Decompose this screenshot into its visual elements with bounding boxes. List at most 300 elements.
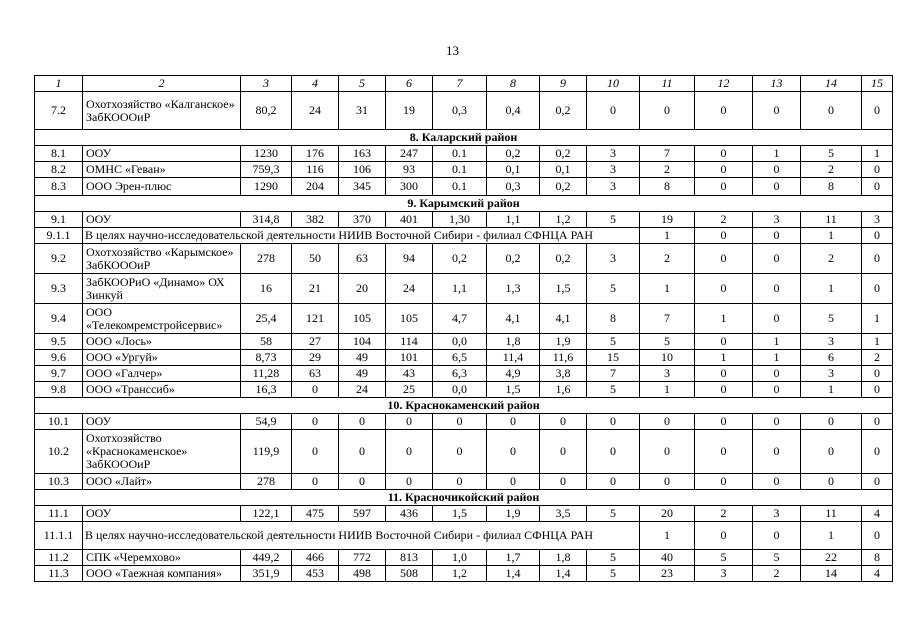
table-cell: 5 [801, 146, 862, 162]
table-cell: 0 [695, 244, 753, 274]
organization-name: ООУ [83, 414, 241, 430]
table-row [35, 304, 893, 334]
table-cell: 0 [862, 228, 893, 244]
table-cell: 1,3 [487, 274, 540, 304]
table-cell: 11,28 [241, 366, 292, 382]
table-cell: 0,1 [540, 162, 587, 178]
table-cell: 3 [695, 566, 753, 582]
table-cell: 0 [487, 414, 540, 430]
table-cell: 3,8 [540, 366, 587, 382]
table-cell: 20 [640, 506, 695, 522]
table-cell: 105 [386, 304, 433, 334]
table-cell: 5 [587, 382, 640, 398]
table-cell: 1290 [241, 178, 292, 196]
section-title: 11. Красночикойский район [35, 490, 893, 506]
section-header-row [35, 130, 893, 146]
table-cell: 11,6 [540, 350, 587, 366]
table-cell: 0,2 [540, 146, 587, 162]
table-cell: 1 [862, 304, 893, 334]
table-cell: 0,2 [540, 244, 587, 274]
organization-name: ООО «Галчер» [83, 366, 241, 382]
table-cell: 58 [241, 334, 292, 350]
row-number: 8.2 [35, 162, 83, 178]
table-cell: 0.1 [433, 178, 487, 196]
table-cell: 20 [339, 274, 386, 304]
table-cell: 0 [801, 92, 862, 130]
organization-name: ООО «Лось» [83, 334, 241, 350]
table-cell: 0 [386, 474, 433, 490]
table-cell: 105 [339, 304, 386, 334]
row-number: 10.1 [35, 414, 83, 430]
table-cell: 772 [339, 550, 386, 566]
table-cell: 453 [292, 566, 339, 582]
table-cell: 1,4 [487, 566, 540, 582]
organization-name: ОМНС «Геван» [83, 162, 241, 178]
table-cell: 1,1 [487, 212, 540, 228]
organization-name: СПК «Черемхово» [83, 550, 241, 566]
table-cell: 0 [753, 382, 801, 398]
table-cell: 0 [753, 430, 801, 474]
row-number: 8.1 [35, 146, 83, 162]
row-number: 10.3 [35, 474, 83, 490]
table-cell: 6,3 [433, 366, 487, 382]
table-cell: 813 [386, 550, 433, 566]
row-number: 9.4 [35, 304, 83, 334]
table-cell: 0 [540, 474, 587, 490]
table-cell: 0,1 [487, 162, 540, 178]
table-cell: 0 [753, 178, 801, 196]
table-cell: 0 [433, 474, 487, 490]
table-row [35, 146, 893, 162]
table-cell: 5 [695, 550, 753, 566]
table-cell: 475 [292, 506, 339, 522]
section-title: 10. Краснокаменский район [35, 398, 893, 414]
table-cell: 49 [339, 350, 386, 366]
table-cell: 1 [640, 382, 695, 398]
table-cell: 0 [801, 430, 862, 474]
table-cell: 508 [386, 566, 433, 582]
table-cell: 1 [640, 274, 695, 304]
table-cell: 49 [339, 366, 386, 382]
organization-name: Охотхозяйство «Краснокаменское» ЗабКОООиР [83, 430, 241, 474]
table-cell: 5 [587, 274, 640, 304]
organization-name: ООУ [83, 212, 241, 228]
organization-name: ЗабКООРиО «Динамо» ОХ Зинкуй [83, 274, 241, 304]
section-header-row [35, 196, 893, 212]
table-cell: 0 [292, 382, 339, 398]
table-cell: 2 [640, 244, 695, 274]
table-cell: 278 [241, 474, 292, 490]
table-cell: 1 [695, 350, 753, 366]
organization-name: ООО Эрен-плюс [83, 178, 241, 196]
table-cell: 0 [339, 430, 386, 474]
table-cell: 0 [695, 474, 753, 490]
table-cell: 22 [801, 550, 862, 566]
table-cell: 80,2 [241, 92, 292, 130]
row-number: 10.2 [35, 430, 83, 474]
table-cell: 3 [753, 212, 801, 228]
row-note: В целях научно-исследовательской деятельности НИИВ Восточной Сибири - филиал СФНЦА РАН [83, 228, 640, 244]
table-cell: 5 [587, 566, 640, 582]
table-cell: 2 [801, 244, 862, 274]
table-cell: 63 [292, 366, 339, 382]
table-cell: 1 [801, 522, 862, 550]
table-cell: 1,9 [487, 506, 540, 522]
table-row [35, 244, 893, 274]
column-header: 15 [862, 76, 893, 92]
table-cell: 0 [640, 430, 695, 474]
table-cell: 1 [862, 146, 893, 162]
section-header-row [35, 490, 893, 506]
table-cell: 1,9 [540, 334, 587, 350]
table-cell: 25 [386, 382, 433, 398]
table-cell: 597 [339, 506, 386, 522]
table-row [35, 366, 893, 382]
table-cell: 0 [862, 92, 893, 130]
row-number: 11.1 [35, 506, 83, 522]
table-cell: 0 [339, 474, 386, 490]
table-cell: 16,3 [241, 382, 292, 398]
table-cell: 119,9 [241, 430, 292, 474]
table-cell: 1 [753, 350, 801, 366]
table-cell: 3 [587, 244, 640, 274]
table-cell: 0 [753, 162, 801, 178]
table-cell: 43 [386, 366, 433, 382]
section-title: 9. Карымский район [35, 196, 893, 212]
table-cell: 176 [292, 146, 339, 162]
table-row [35, 334, 893, 350]
table-cell: 114 [386, 334, 433, 350]
table-cell: 466 [292, 550, 339, 566]
row-number: 9.5 [35, 334, 83, 350]
table-cell: 3 [587, 146, 640, 162]
table-cell: 0 [433, 414, 487, 430]
table-cell: 247 [386, 146, 433, 162]
table-cell: 63 [339, 244, 386, 274]
table-row [35, 228, 893, 244]
table-cell: 345 [339, 178, 386, 196]
organization-name: ООУ [83, 506, 241, 522]
row-note: В целях научно-исследовательской деятельности НИИВ Восточной Сибири - филиал СФНЦА РАН [83, 522, 640, 550]
organization-name: Охотхозяйство «Карымское» ЗабКОООиР [83, 244, 241, 274]
column-header: 10 [587, 76, 640, 92]
table-row [35, 550, 893, 566]
table-cell: 4,1 [487, 304, 540, 334]
table-cell: 0 [753, 274, 801, 304]
table-cell: 24 [386, 274, 433, 304]
table-cell: 0 [862, 366, 893, 382]
column-header: 4 [292, 76, 339, 92]
table-cell: 2 [801, 162, 862, 178]
table-cell: 0 [753, 414, 801, 430]
table-cell: 0,2 [433, 244, 487, 274]
table-cell: 0 [587, 430, 640, 474]
table-cell: 401 [386, 212, 433, 228]
table-cell: 5 [587, 550, 640, 566]
table-cell: 8,73 [241, 350, 292, 366]
column-header: 1 [35, 76, 83, 92]
table-cell: 1 [753, 334, 801, 350]
table-cell: 19 [640, 212, 695, 228]
column-header: 8 [487, 76, 540, 92]
table-cell: 0.1 [433, 146, 487, 162]
section-title: 8. Каларский район [35, 130, 893, 146]
table-cell: 1230 [241, 146, 292, 162]
row-number: 9.6 [35, 350, 83, 366]
table-cell: 23 [640, 566, 695, 582]
table-cell: 25,4 [241, 304, 292, 334]
table-cell: 3 [753, 506, 801, 522]
organization-name: ООО «Лайт» [83, 474, 241, 490]
table-cell: 0 [640, 474, 695, 490]
table-cell: 0 [487, 430, 540, 474]
table-cell: 4,9 [487, 366, 540, 382]
table-cell: 0 [753, 522, 801, 550]
table-cell: 0 [862, 274, 893, 304]
table-cell: 0 [695, 334, 753, 350]
organization-name: ООО «Таежная компания» [83, 566, 241, 582]
table-cell: 2 [753, 566, 801, 582]
table-cell: 163 [339, 146, 386, 162]
table-cell: 0 [695, 382, 753, 398]
table-cell: 0 [753, 474, 801, 490]
table-cell: 0 [862, 244, 893, 274]
table-cell: 1,5 [433, 506, 487, 522]
table-cell: 5 [587, 506, 640, 522]
table-cell: 370 [339, 212, 386, 228]
table-cell: 16 [241, 274, 292, 304]
table-cell: 121 [292, 304, 339, 334]
table-cell: 0,3 [433, 92, 487, 130]
table-cell: 1,2 [540, 212, 587, 228]
table-row [35, 350, 893, 366]
table-cell: 0 [862, 414, 893, 430]
table-cell: 0 [753, 366, 801, 382]
table-cell: 1 [640, 228, 695, 244]
table-cell: 29 [292, 350, 339, 366]
table-cell: 0 [695, 178, 753, 196]
column-header: 9 [540, 76, 587, 92]
row-number: 9.2 [35, 244, 83, 274]
table-cell: 0 [433, 430, 487, 474]
organization-name: ООО «Телекомремстройсервис» [83, 304, 241, 334]
column-header: 3 [241, 76, 292, 92]
table-cell: 436 [386, 506, 433, 522]
table-cell: 3 [801, 366, 862, 382]
table-cell: 0 [695, 228, 753, 244]
table-cell: 116 [292, 162, 339, 178]
table-row [35, 474, 893, 490]
table-cell: 1,0 [433, 550, 487, 566]
row-number: 9.3 [35, 274, 83, 304]
row-number: 8.3 [35, 178, 83, 196]
table-cell: 1 [640, 522, 695, 550]
table-cell: 0 [862, 522, 893, 550]
page-number: 13 [446, 43, 459, 58]
organization-name: Охотхозяйство «Калганское» ЗабКОООиР [83, 92, 241, 130]
table-cell: 27 [292, 334, 339, 350]
table-cell: 0 [587, 92, 640, 130]
table-cell: 5 [587, 212, 640, 228]
table-cell: 0,3 [487, 178, 540, 196]
section-header-row [35, 398, 893, 414]
table-cell: 7 [640, 146, 695, 162]
table-cell: 104 [339, 334, 386, 350]
table-cell: 1,30 [433, 212, 487, 228]
table-cell: 1 [801, 382, 862, 398]
table-cell: 11,4 [487, 350, 540, 366]
table-cell: 1,6 [540, 382, 587, 398]
table-cell: 0,0 [433, 334, 487, 350]
table-cell: 4 [862, 566, 893, 582]
table-cell: 11 [801, 212, 862, 228]
table-cell: 4 [862, 506, 893, 522]
table-cell: 300 [386, 178, 433, 196]
row-number: 9.1.1 [35, 228, 83, 244]
row-number: 11.1.1 [35, 522, 83, 550]
table-cell: 15 [587, 350, 640, 366]
table-cell: 1,4 [540, 566, 587, 582]
table-cell: 1 [801, 274, 862, 304]
table-cell: 50 [292, 244, 339, 274]
table-row [35, 92, 893, 130]
organization-name: ООУ [83, 146, 241, 162]
table-cell: 7 [587, 366, 640, 382]
table-cell: 0 [695, 522, 753, 550]
column-header: 12 [695, 76, 753, 92]
column-header: 11 [640, 76, 695, 92]
table-cell: 8 [801, 178, 862, 196]
table-cell: 4,1 [540, 304, 587, 334]
table-cell: 0 [386, 414, 433, 430]
table-cell: 54,9 [241, 414, 292, 430]
table-cell: 0 [862, 178, 893, 196]
table-cell: 0 [801, 414, 862, 430]
table-cell: 278 [241, 244, 292, 274]
table-cell: 1 [695, 304, 753, 334]
table-cell: 101 [386, 350, 433, 366]
table-cell: 0 [695, 146, 753, 162]
table-cell: 0 [339, 414, 386, 430]
table-cell: 0 [862, 162, 893, 178]
organization-name: ООО «Транссиб» [83, 382, 241, 398]
table-cell: 106 [339, 162, 386, 178]
table-cell: 0 [540, 430, 587, 474]
table-cell: 0 [386, 430, 433, 474]
table-row [35, 212, 893, 228]
table-cell: 1,5 [487, 382, 540, 398]
table-cell: 94 [386, 244, 433, 274]
table-cell: 0 [640, 414, 695, 430]
table-cell: 8 [862, 550, 893, 566]
table-cell: 1 [801, 228, 862, 244]
table-cell: 0 [292, 430, 339, 474]
table-cell: 14 [801, 566, 862, 582]
column-header: 6 [386, 76, 433, 92]
table-cell: 5 [587, 334, 640, 350]
table-row [35, 566, 893, 582]
table-cell: 0.1 [433, 162, 487, 178]
table-cell: 5 [640, 334, 695, 350]
table-cell: 3 [587, 178, 640, 196]
table-cell: 19 [386, 92, 433, 130]
table-cell: 0 [862, 430, 893, 474]
column-header: 14 [801, 76, 862, 92]
table-cell: 204 [292, 178, 339, 196]
table-cell: 11 [801, 506, 862, 522]
table-cell: 498 [339, 566, 386, 582]
table-row [35, 522, 893, 550]
table-cell: 7 [640, 304, 695, 334]
table-cell: 4,7 [433, 304, 487, 334]
table-cell: 759,3 [241, 162, 292, 178]
table-cell: 1,8 [540, 550, 587, 566]
table-cell: 1,2 [433, 566, 487, 582]
table-cell: 0 [292, 414, 339, 430]
row-number: 11.2 [35, 550, 83, 566]
table-row [35, 382, 893, 398]
row-number: 9.1 [35, 212, 83, 228]
table-cell: 0 [862, 474, 893, 490]
row-number: 9.8 [35, 382, 83, 398]
table-cell: 0,2 [487, 244, 540, 274]
table-cell: 93 [386, 162, 433, 178]
table-cell: 0 [695, 274, 753, 304]
table-cell: 8 [587, 304, 640, 334]
table-cell: 0,2 [540, 92, 587, 130]
table-cell: 5 [801, 304, 862, 334]
data-table [34, 75, 893, 582]
table-cell: 0 [640, 92, 695, 130]
table-cell: 0 [587, 414, 640, 430]
table-cell: 5 [753, 550, 801, 566]
table-row [35, 178, 893, 196]
table-cell: 24 [292, 92, 339, 130]
table-cell: 1 [753, 146, 801, 162]
table-cell: 0 [753, 228, 801, 244]
table-cell: 0,0 [433, 382, 487, 398]
table-cell: 0 [695, 162, 753, 178]
table-cell: 6,5 [433, 350, 487, 366]
row-number: 11.3 [35, 566, 83, 582]
table-cell: 0 [540, 414, 587, 430]
table-cell: 3 [587, 162, 640, 178]
table-cell: 122,1 [241, 506, 292, 522]
table-cell: 2 [695, 212, 753, 228]
table-cell: 0 [753, 92, 801, 130]
table-cell: 31 [339, 92, 386, 130]
table-cell: 3 [862, 212, 893, 228]
table-cell: 0 [801, 474, 862, 490]
table-cell: 40 [640, 550, 695, 566]
table-cell: 3 [801, 334, 862, 350]
table-cell: 1,5 [540, 274, 587, 304]
row-number: 7.2 [35, 92, 83, 130]
table-cell: 24 [339, 382, 386, 398]
table-cell: 3,5 [540, 506, 587, 522]
table-cell: 6 [801, 350, 862, 366]
table-cell: 2 [862, 350, 893, 366]
table-cell: 1,1 [433, 274, 487, 304]
table-cell: 0 [753, 304, 801, 334]
table-cell: 2 [640, 162, 695, 178]
table-cell: 8 [640, 178, 695, 196]
table-cell: 0 [292, 474, 339, 490]
header-row [35, 76, 893, 92]
column-header: 5 [339, 76, 386, 92]
row-number: 9.7 [35, 366, 83, 382]
table-cell: 2 [695, 506, 753, 522]
